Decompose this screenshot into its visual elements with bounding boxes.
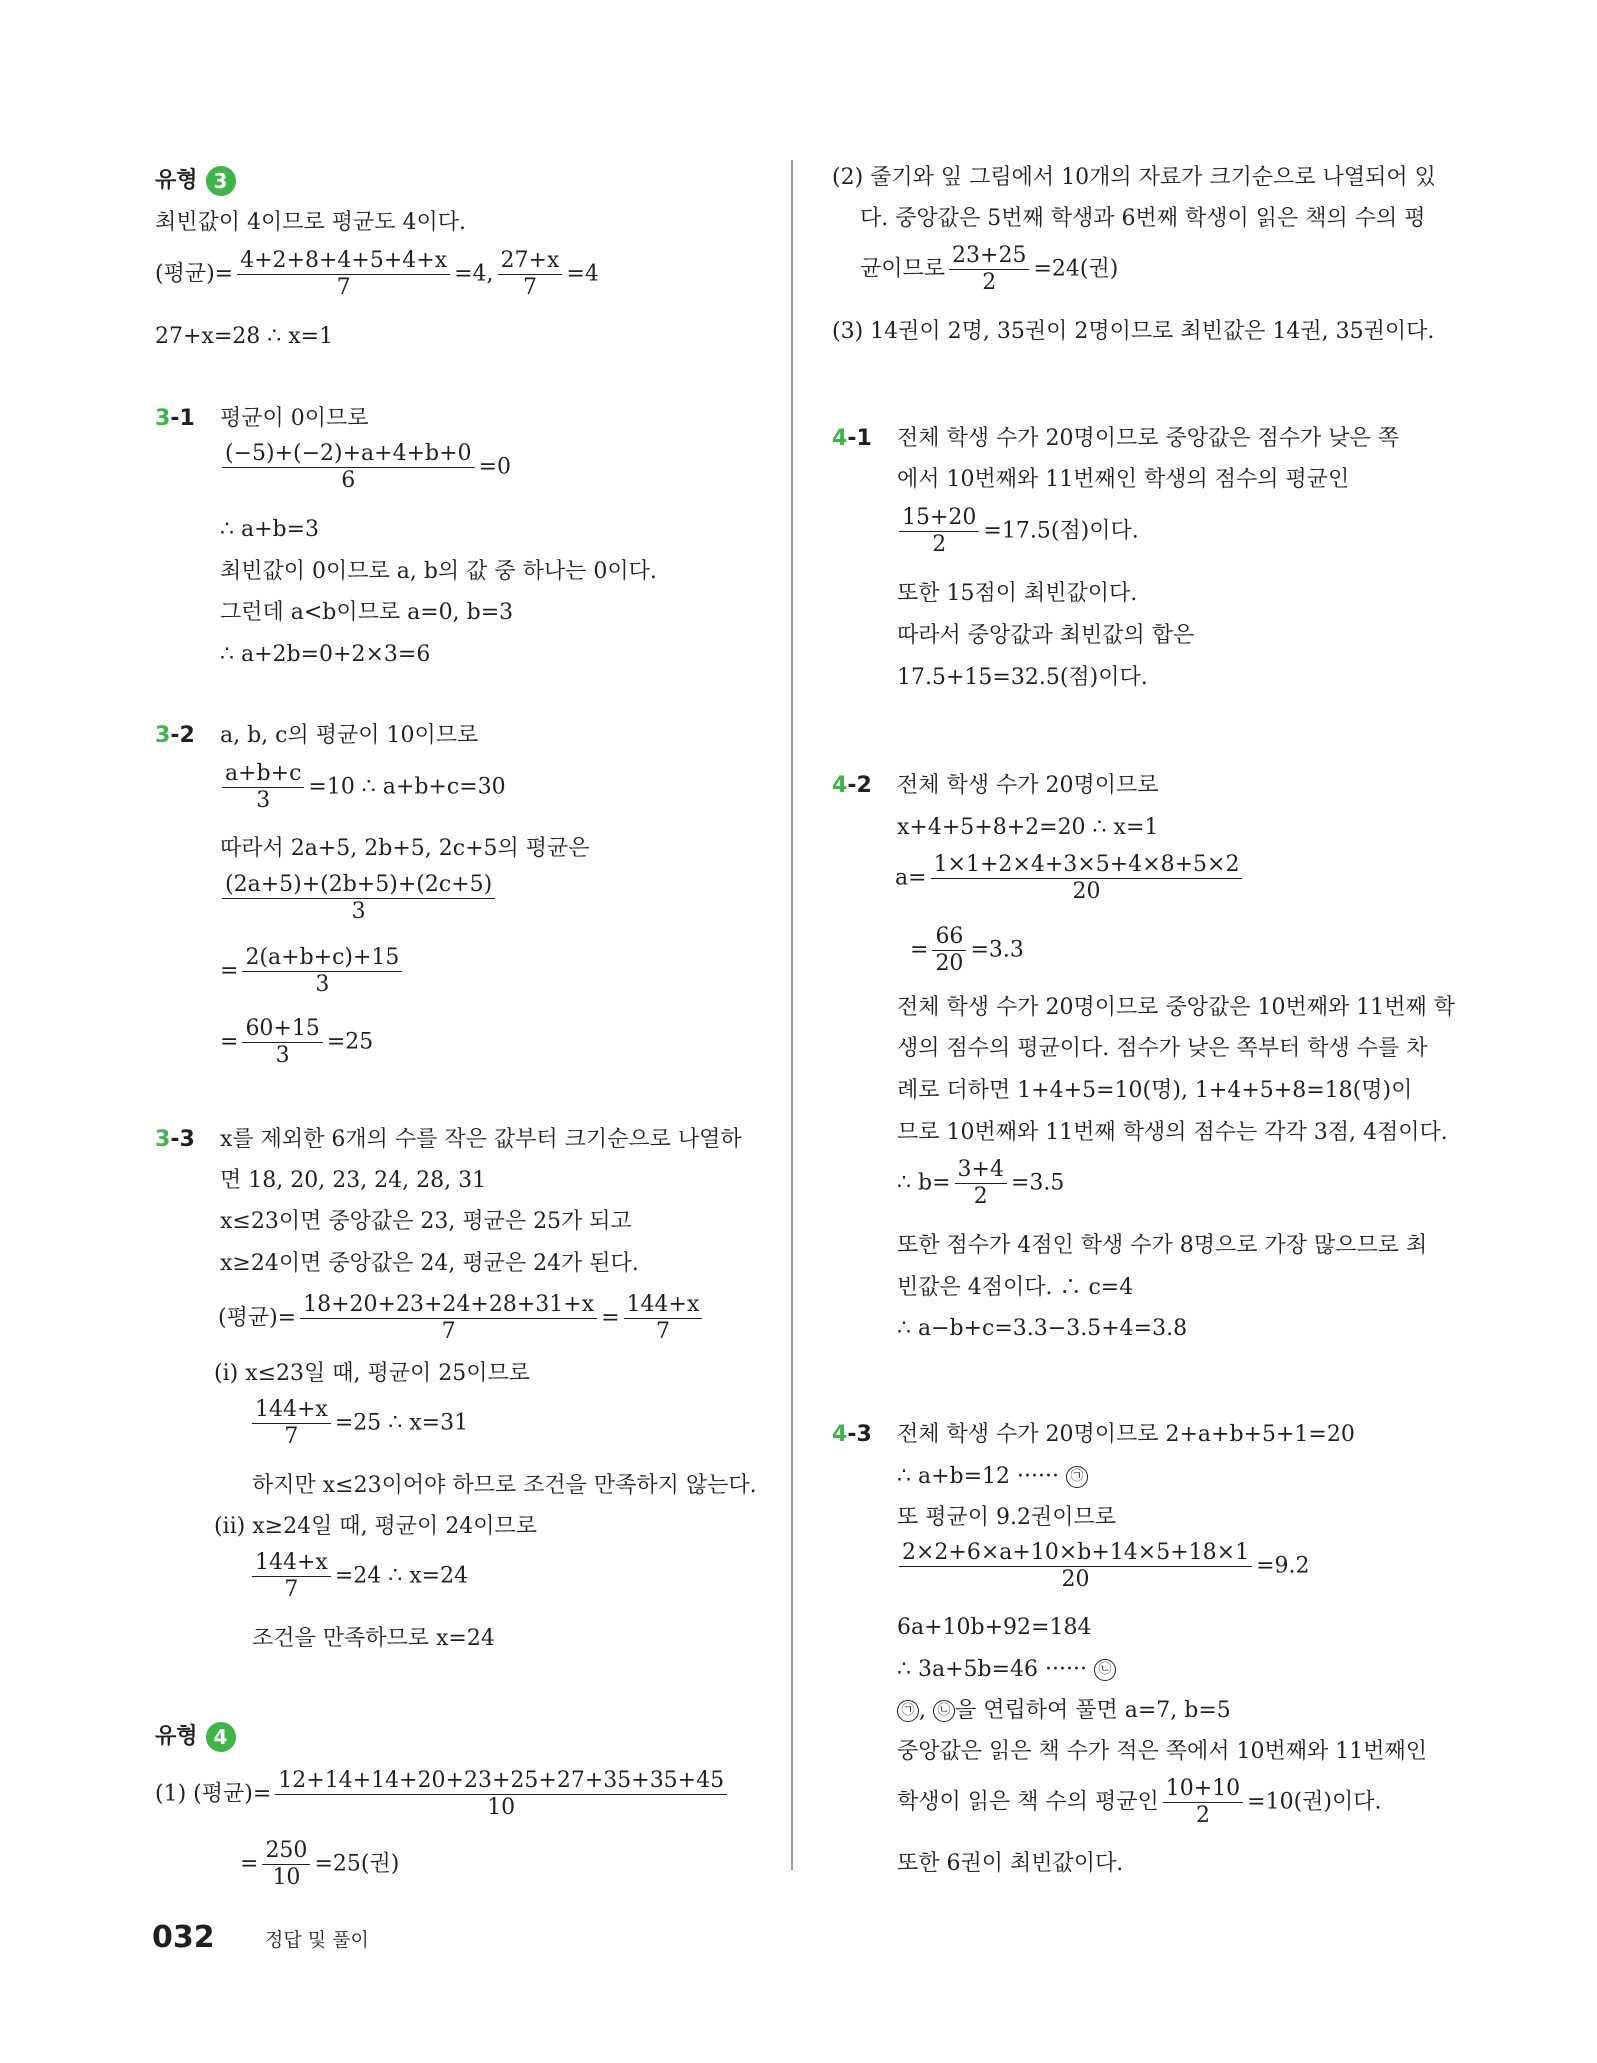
fraction — [252, 1550, 331, 1603]
eq-text: =4, — [454, 261, 494, 287]
numerator: 10+10 — [1163, 1776, 1243, 1803]
fraction — [222, 872, 495, 925]
eq-text: =25(권) — [314, 1851, 400, 1877]
p4-2-line6: 므로 10번째와 11번째 학생의 점수는 각각 3점, 4점이다. — [897, 1120, 1448, 1145]
denominator: 20 — [935, 951, 964, 976]
p4-3-median-equation — [897, 1776, 1382, 1829]
problem-num: 3 — [155, 723, 171, 748]
denominator: 3 — [275, 1043, 290, 1068]
fraction — [300, 1292, 597, 1345]
page-number: 032 — [152, 1920, 215, 1955]
numerator: 23+25 — [949, 243, 1029, 270]
problem-num: 3 — [155, 1127, 171, 1152]
eq-text: = — [240, 1851, 259, 1877]
fraction — [955, 1157, 1007, 1210]
numerator: 60+15 — [242, 1016, 322, 1043]
fraction — [242, 945, 402, 998]
fraction — [949, 243, 1029, 296]
numerator: 144+x — [624, 1292, 703, 1319]
marker-a: ㉠ — [1066, 1466, 1088, 1488]
p4-3-line5 — [897, 1656, 1116, 1684]
eq-text: =0 — [478, 454, 511, 480]
denominator: 2 — [973, 1184, 988, 1209]
marker-b: ㉡ — [933, 1700, 955, 1722]
problem-sub: -1 — [170, 406, 195, 431]
eq-text: = — [910, 937, 929, 963]
p4-2-line4: 생의 점수의 평균이다. 점수가 낮은 쪽부터 학생 수를 차 — [897, 1036, 1428, 1061]
numerator: 66 — [932, 924, 966, 951]
eq-text: = — [220, 1029, 239, 1055]
p4-3-line8: 또한 6권이 최빈값이다. — [897, 1851, 1124, 1876]
fraction — [237, 248, 450, 301]
mean-label: (평균)= — [155, 261, 234, 287]
p4-2-line2: x+4+5+8+2=20 ∴ x=1 — [897, 815, 1159, 840]
fraction — [932, 924, 966, 977]
p3-2-line2: 따라서 2a+5, 2b+5, 2c+5의 평균은 — [220, 836, 590, 861]
eq-text: = — [601, 1305, 620, 1331]
type4-badge: 4 — [206, 1722, 236, 1752]
p4-3-line7: 중앙값은 읽은 책 수가 적은 쪽에서 10번째와 11번째인 — [897, 1739, 1427, 1764]
mean-label: (1) (평균)= — [155, 1781, 272, 1807]
page-label: 정답 및 풀이 — [265, 1929, 369, 1951]
numerator: 2×2+6×a+10×b+14×5+18×1 — [899, 1540, 1252, 1567]
eq-text: =25 — [326, 1029, 374, 1055]
p3-3-case2: (ⅱ) x≥24일 때, 평균이 24이므로 — [214, 1514, 538, 1539]
fraction — [931, 852, 1243, 905]
p4-3-line2 — [897, 1463, 1088, 1491]
problem-4-3-number — [832, 1421, 872, 1449]
type4-r2: 다. 중앙값은 5번째 학생과 6번째 학생이 읽은 책의 수의 평 — [860, 206, 1426, 231]
p3-1-line1: 평균이 0이므로 — [220, 406, 369, 431]
p3-2-line1: a, b, c의 평균이 10이므로 — [220, 723, 479, 748]
p3-1-line3: 최빈값이 0이므로 a, b의 값 중 하나는 0이다. — [220, 559, 657, 584]
denominator: 20 — [1072, 879, 1101, 904]
p3-2-fraction1 — [218, 761, 506, 814]
numerator: (2a+5)+(2b+5)+(2c+5) — [222, 872, 495, 899]
problem-num: 4 — [832, 426, 848, 451]
denominator: 3 — [315, 972, 330, 997]
problem-3-1-number — [155, 405, 195, 433]
p3-3-case1-text: 하지만 x≤23이어야 하므로 조건을 만족하지 않는다. — [252, 1473, 757, 1498]
eq-text: =25 ∴ x=31 — [334, 1410, 469, 1436]
fraction — [252, 1397, 331, 1450]
p4-2-line5: 례로 더하면 1+4+5=10(명), 1+4+5+8=18(명)이 — [897, 1078, 1413, 1103]
eq-text: =3.3 — [970, 937, 1024, 963]
type4-r4: (3) 14권이 2명, 35권이 2명이므로 최빈값은 14권, 35권이다. — [832, 319, 1435, 344]
p4-3-line4: 6a+10b+92=184 — [897, 1615, 1092, 1640]
denominator: 20 — [1061, 1567, 1090, 1592]
problem-4-1-number — [832, 425, 872, 453]
text: 학생이 읽은 책 수의 평균인 — [897, 1789, 1159, 1815]
numerator: (−5)+(−2)+a+4+b+0 — [222, 441, 475, 468]
denominator: 3 — [351, 899, 366, 924]
numerator: 2(a+b+c)+15 — [242, 945, 402, 972]
denominator: 7 — [522, 275, 537, 300]
p3-3-line4: x≥24이면 중앙값은 24, 평균은 24가 된다. — [220, 1251, 639, 1276]
denominator: 2 — [932, 532, 947, 557]
numerator: 144+x — [252, 1550, 331, 1577]
type4-mean-result — [240, 1838, 399, 1891]
p3-3-case2-fraction — [248, 1550, 468, 1603]
denominator: 7 — [655, 1319, 670, 1344]
p4-2-a-equation — [895, 852, 1246, 905]
p3-1-fraction-line — [218, 441, 511, 494]
p4-1-line1: 전체 학생 수가 20명이므로 중앙값은 점수가 낮은 쪽 — [897, 426, 1399, 451]
p4-2-line8: 빈값은 4점이다. ∴ c=4 — [897, 1275, 1134, 1300]
type3-badge: 3 — [206, 166, 236, 196]
problem-3-3-number — [155, 1126, 195, 1154]
p4-1-line3: 또한 15점이 최빈값이다. — [897, 581, 1138, 606]
problem-sub: -2 — [170, 723, 195, 748]
mean-label: (평균)= — [218, 1305, 297, 1331]
problem-4-2-number — [832, 772, 872, 800]
eq-text: =17.5(점)이다. — [983, 518, 1139, 544]
eq-text: =9.2 — [1256, 1553, 1310, 1579]
p4-1-line5: 17.5+15=32.5(점)이다. — [897, 665, 1148, 690]
numerator: 18+20+23+24+28+31+x — [300, 1292, 597, 1319]
denominator: 7 — [284, 1424, 299, 1449]
type4-mean-equation — [155, 1768, 731, 1821]
problem-num: 4 — [832, 773, 848, 798]
fraction — [262, 1838, 310, 1891]
p4-3-line1: 전체 학생 수가 20명이므로 2+a+b+5+1=20 — [897, 1422, 1355, 1447]
denominator: 6 — [341, 468, 356, 493]
p3-3-line1: x를 제외한 6개의 수를 작은 값부터 크기순으로 나열하 — [220, 1127, 742, 1152]
fraction — [498, 248, 563, 301]
problem-sub: -1 — [847, 426, 872, 451]
denominator: 7 — [284, 1577, 299, 1602]
p4-2-b-equation — [897, 1157, 1064, 1210]
text: ∴ 3a+5b=46 ······ — [897, 1657, 1087, 1682]
p3-3-case2-text: 조건을 만족하므로 x=24 — [252, 1626, 495, 1651]
numerator: 144+x — [252, 1397, 331, 1424]
p4-1-fraction — [895, 505, 1139, 558]
problem-3-2-number — [155, 722, 195, 750]
p3-3-line3: x≤23이면 중앙값은 23, 평균은 25가 되고 — [220, 1209, 632, 1234]
problem-num: 3 — [155, 406, 171, 431]
text: 을 연립하여 풀면 a=7, b=5 — [955, 1698, 1231, 1723]
p4-2-line1: 전체 학생 수가 20명이므로 — [897, 773, 1159, 798]
p4-3-line6 — [897, 1697, 1231, 1725]
fraction — [242, 1016, 322, 1069]
type4-label: 유형 — [155, 1724, 198, 1749]
p3-3-mean-equation — [218, 1292, 706, 1345]
p3-3-case1-fraction — [248, 1397, 468, 1450]
text: 균이므로 — [860, 256, 946, 282]
eq-text: =24 ∴ x=24 — [334, 1563, 469, 1589]
p3-3-case1: (ⅰ) x≤23일 때, 평균이 25이므로 — [214, 1361, 531, 1386]
denominator: 2 — [1195, 1803, 1210, 1828]
type4-r3 — [860, 243, 1118, 296]
p4-2-line9: ∴ a−b+c=3.3−3.5+4=3.8 — [897, 1316, 1188, 1341]
numerator: 1×1+2×4+3×5+4×8+5×2 — [931, 852, 1243, 879]
type3-line1: 최빈값이 4이므로 평균도 4이다. — [155, 210, 466, 235]
denominator: 2 — [982, 270, 997, 295]
p3-1-line5: ∴ a+2b=0+2×3=6 — [220, 642, 431, 667]
type3-line3: 27+x=28 ∴ x=1 — [155, 324, 334, 349]
p3-2-fraction2 — [218, 872, 499, 925]
denominator: 10 — [487, 1795, 516, 1820]
numerator: 12+14+14+20+23+25+27+35+35+45 — [275, 1768, 727, 1795]
eq-text: ∴ b= — [897, 1170, 951, 1196]
eq-text: =24(권) — [1033, 256, 1119, 282]
p4-1-line2: 에서 10번째와 11번째인 학생의 점수의 평균인 — [897, 467, 1350, 492]
marker-a: ㉠ — [897, 1700, 919, 1722]
problem-num: 4 — [832, 1422, 848, 1447]
problem-sub: -3 — [170, 1127, 195, 1152]
fraction — [1163, 1776, 1243, 1829]
fraction — [899, 505, 979, 558]
type4-heading — [155, 1722, 236, 1752]
fraction — [222, 761, 304, 814]
denominator: 7 — [336, 275, 351, 300]
eq-text: =10(권)이다. — [1247, 1789, 1382, 1815]
fraction — [899, 1540, 1252, 1593]
denominator: 7 — [441, 1319, 456, 1344]
eq-text: a= — [895, 865, 927, 891]
p3-2-fraction3 — [220, 945, 406, 998]
fraction — [624, 1292, 703, 1345]
p3-3-line2: 면 18, 20, 23, 24, 28, 31 — [220, 1168, 487, 1193]
column-divider — [791, 160, 793, 1870]
type3-equation — [155, 248, 599, 301]
marker-b: ㉡ — [1094, 1659, 1116, 1681]
p3-1-line4: 그런데 a<b이므로 a=0, b=3 — [220, 600, 514, 625]
problem-sub: -2 — [847, 773, 872, 798]
denominator: 10 — [272, 1865, 301, 1890]
p4-1-line4: 따라서 중앙값과 최빈값의 합은 — [897, 623, 1195, 648]
text: , — [919, 1698, 933, 1723]
numerator: a+b+c — [222, 761, 304, 788]
problem-sub: -3 — [847, 1422, 872, 1447]
eq-text: =4 — [566, 261, 599, 287]
p4-2-line7: 또한 점수가 4점인 학생 수가 8명으로 가장 많으므로 최 — [897, 1233, 1428, 1258]
p4-3-mean-equation — [895, 1540, 1310, 1593]
p3-2-fraction4 — [220, 1016, 373, 1069]
numerator: 250 — [262, 1838, 310, 1865]
type3-label: 유형 — [155, 168, 198, 193]
numerator: 15+20 — [899, 505, 979, 532]
p4-2-line3: 전체 학생 수가 20명이므로 중앙값은 10번째와 11번째 학 — [897, 995, 1455, 1020]
type4-r1: (2) 줄기와 잎 그림에서 10개의 자료가 크기순으로 나열되어 있 — [832, 165, 1436, 190]
eq-text: = — [220, 958, 239, 984]
numerator: 4+2+8+4+5+4+x — [237, 248, 450, 275]
numerator: 27+x — [498, 248, 563, 275]
denominator: 3 — [256, 788, 271, 813]
fraction — [222, 441, 475, 494]
p4-2-a-result — [910, 924, 1024, 977]
text: ∴ a+b=12 ······ — [897, 1464, 1060, 1489]
p3-1-line2: ∴ a+b=3 — [220, 517, 320, 542]
eq-text: =3.5 — [1010, 1170, 1065, 1196]
numerator: 3+4 — [955, 1157, 1007, 1184]
fraction — [275, 1768, 727, 1821]
p4-3-line3: 또 평균이 9.2권이므로 — [897, 1505, 1116, 1530]
eq-text: =10 ∴ a+b+c=30 — [308, 774, 506, 800]
type3-heading — [155, 166, 236, 196]
